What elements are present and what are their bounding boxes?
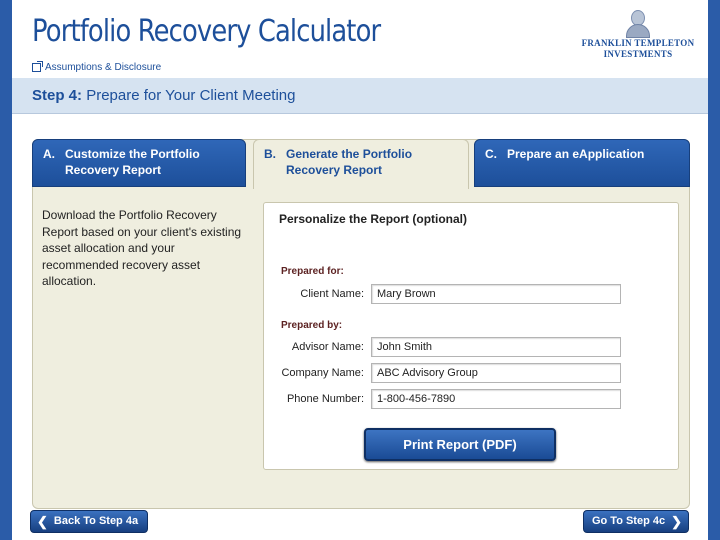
back-button-label: Back To Step 4a bbox=[53, 515, 139, 527]
print-report-button[interactable]: Print Report (PDF) bbox=[364, 428, 556, 461]
main-panel bbox=[12, 114, 708, 540]
tab-letter: B. bbox=[264, 147, 276, 161]
tab-label: Generate the Portfolio Recovery Report bbox=[286, 147, 413, 177]
tab-eapplication[interactable] bbox=[474, 139, 690, 187]
step-prefix: Step 4: bbox=[32, 87, 83, 104]
external-link-icon bbox=[32, 63, 41, 72]
step-title bbox=[32, 87, 295, 104]
tab-label: Customize the Portfolio Recovery Report bbox=[65, 147, 200, 177]
company-name-field[interactable]: ABC Advisory Group bbox=[371, 363, 621, 383]
personalize-title: Personalize the Report (optional) bbox=[279, 212, 468, 226]
header bbox=[12, 0, 708, 78]
tab-letter: A. bbox=[43, 147, 55, 161]
brand-name: FRANKLIN TEMPLETON bbox=[581, 38, 695, 48]
app-title: Portfolio Recovery Calculator bbox=[32, 14, 381, 49]
prepared-for-heading: Prepared for: bbox=[281, 266, 344, 277]
assumptions-link-label: Assumptions & Disclosure bbox=[45, 62, 162, 73]
chevron-right-icon: ❯ bbox=[671, 514, 682, 529]
client-name-label: Client Name: bbox=[300, 288, 364, 300]
company-name-label: Company Name: bbox=[281, 367, 364, 379]
brand-subname: INVESTMENTS bbox=[603, 49, 673, 59]
step-label: Prepare for Your Client Meeting bbox=[86, 87, 296, 104]
step-bar bbox=[12, 78, 708, 114]
step-description: Download the Portfolio Recovery Report based on your client's existing asset allocation and your recommended recovery asset allocation. bbox=[42, 208, 242, 288]
tab-customize-report[interactable] bbox=[32, 139, 246, 187]
go-to-step-4c-button[interactable] bbox=[583, 510, 689, 533]
back-to-step-4a-button[interactable] bbox=[30, 510, 148, 533]
next-button-label: Go To Step 4c bbox=[591, 515, 666, 527]
phone-number-label: Phone Number: bbox=[286, 393, 364, 405]
portrait-logo-icon bbox=[624, 8, 652, 38]
tab-label: Prepare an eApplication bbox=[507, 147, 645, 161]
phone-number-field[interactable]: 1-800-456-7890 bbox=[371, 389, 621, 409]
client-name-field[interactable]: Mary Brown bbox=[371, 284, 621, 304]
prepared-by-heading: Prepared by: bbox=[281, 320, 343, 331]
tab-letter: C. bbox=[485, 147, 497, 161]
advisor-name-label: Advisor Name: bbox=[291, 341, 364, 353]
chevron-left-icon: ❮ bbox=[37, 514, 48, 529]
tab-generate-report[interactable] bbox=[253, 139, 469, 189]
brand-logo bbox=[578, 8, 698, 66]
assumptions-link[interactable] bbox=[32, 62, 161, 73]
personalize-panel bbox=[263, 202, 679, 470]
advisor-name-field[interactable]: John Smith bbox=[371, 337, 621, 357]
